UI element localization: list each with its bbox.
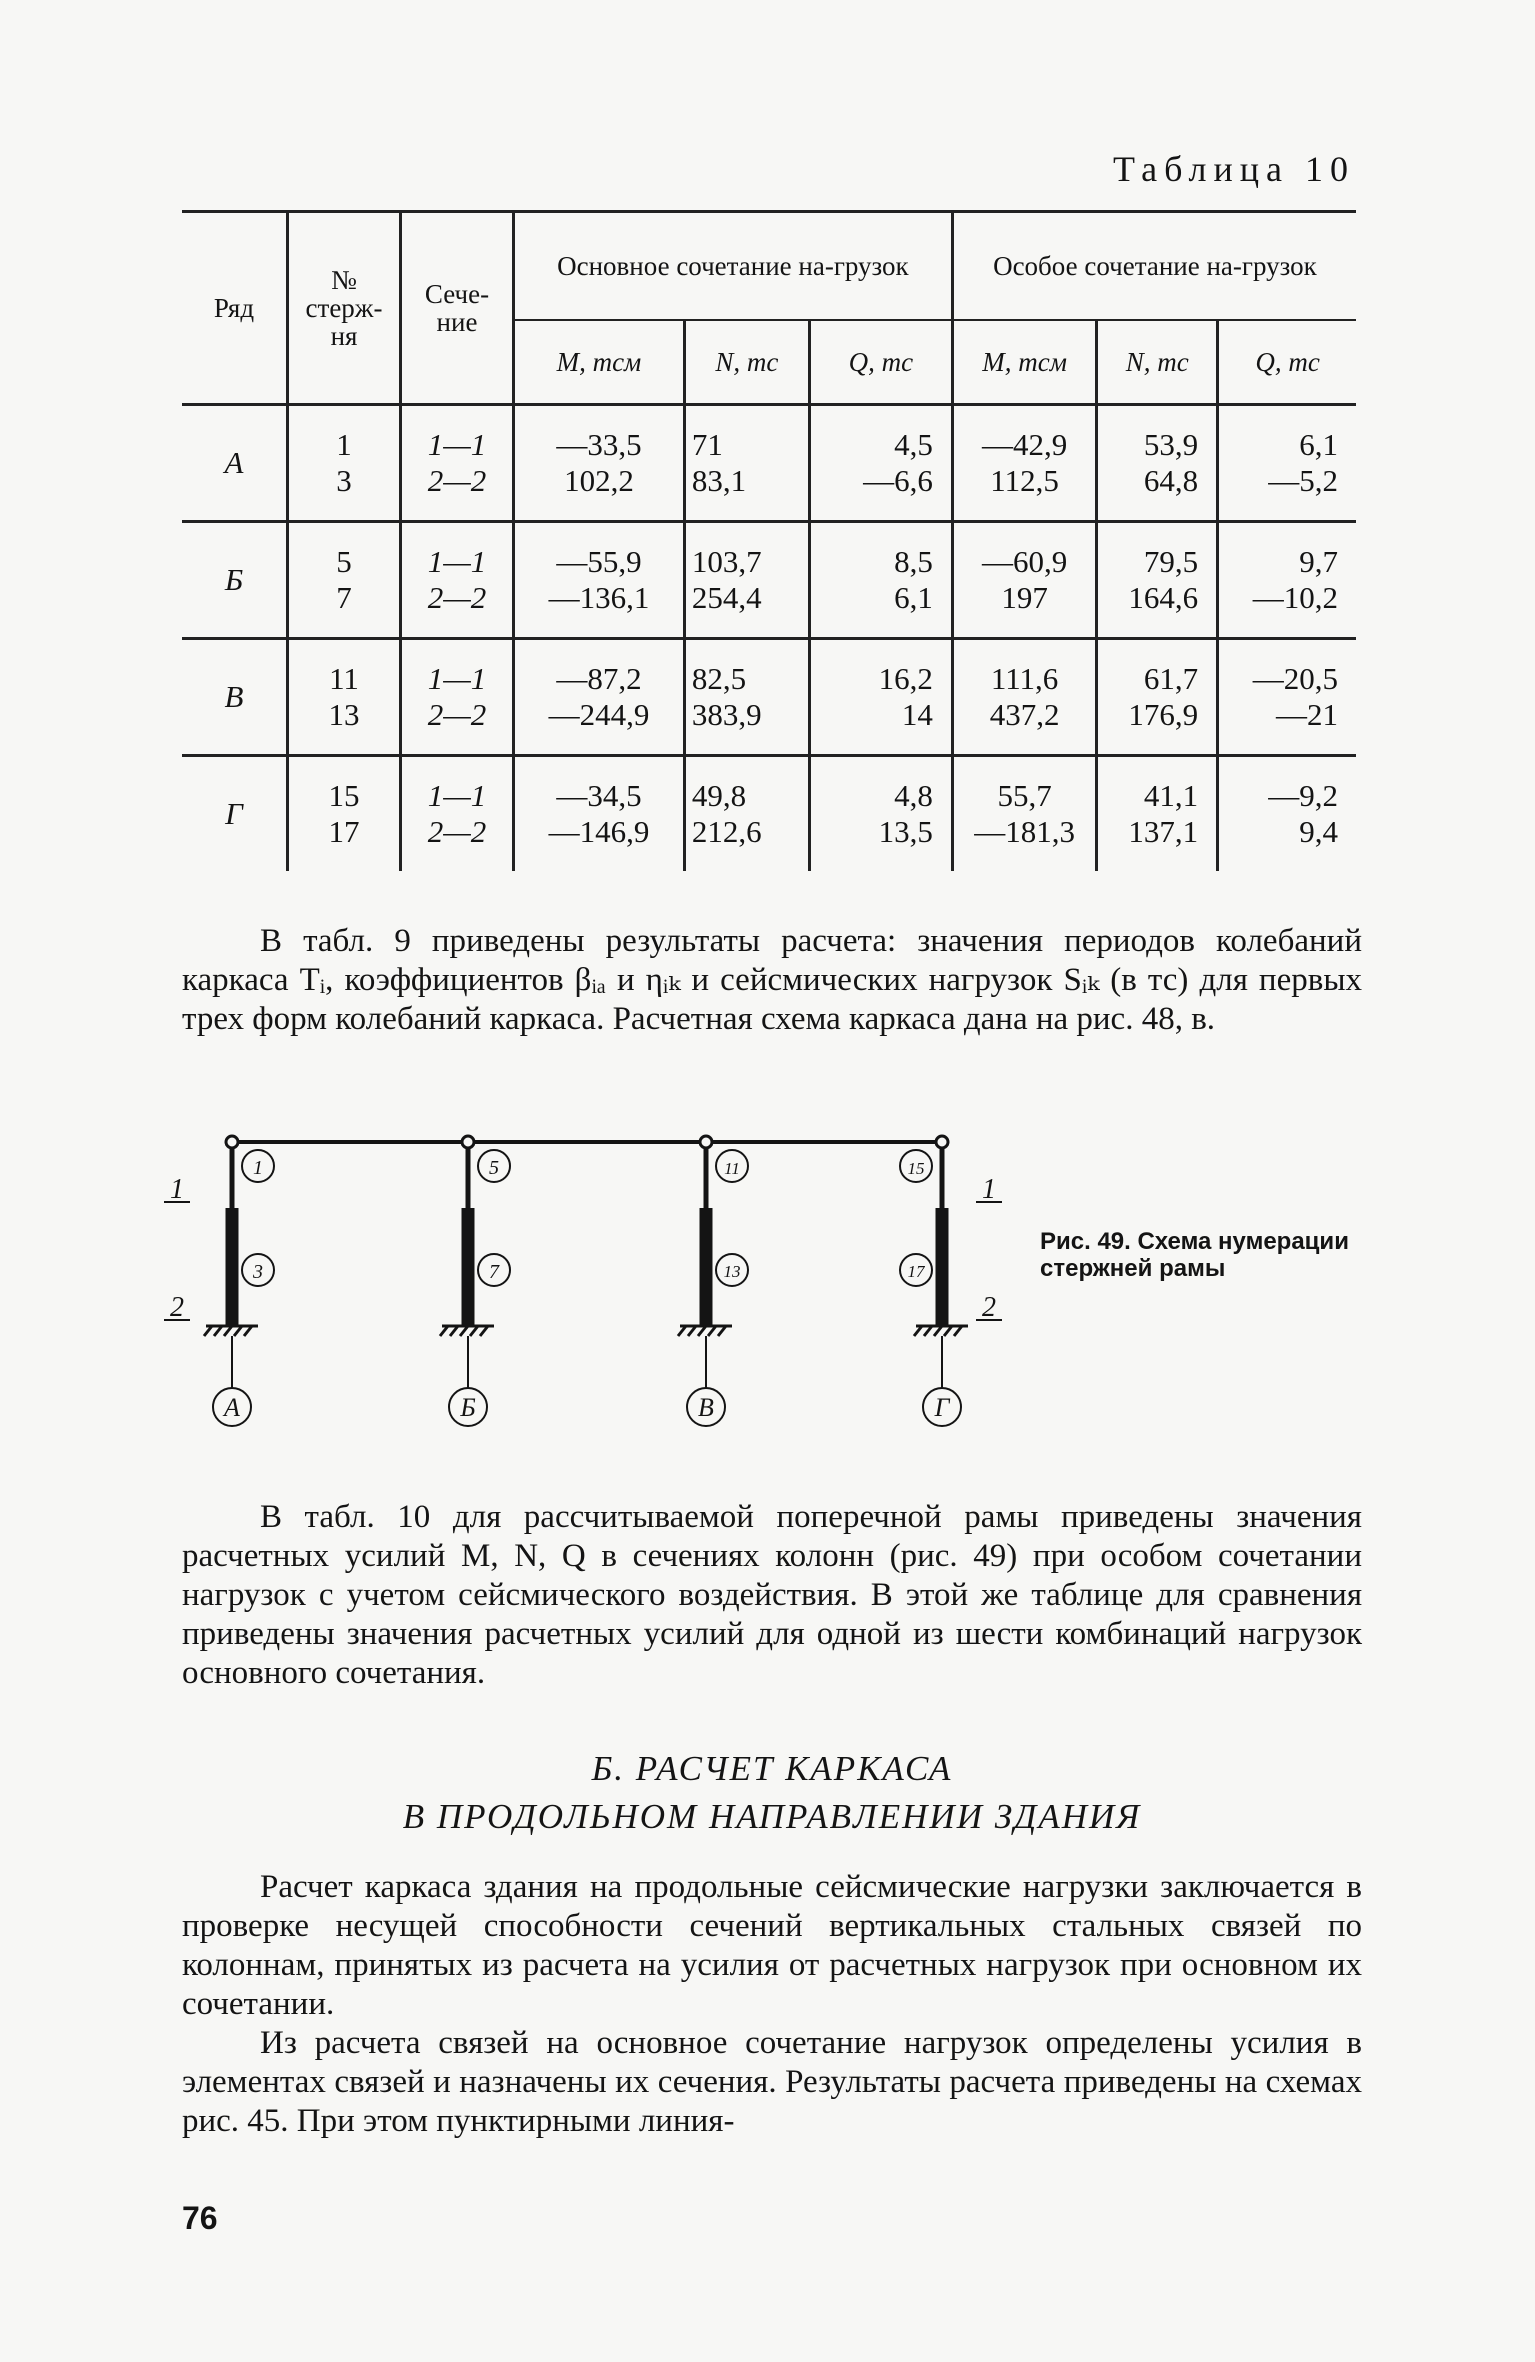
rod-label: 7 [489, 1261, 499, 1283]
row-label: Б [182, 522, 288, 639]
paragraph-forces: В табл. 10 для рассчитываемой поперечной рамы приведены значения расчетных усилий M, N, Q в сечениях колонн (рис. 49) при особом сочетании нагрузок с учетом сейсмического воздействия. В этой же таблице для сравнения приведены значения расчетных усилий для одной из шести комбинаций нагрузок основного сочетания. [182, 1499, 1362, 1691]
paragraph-results: В табл. 9 приведены результаты расчета: значения периодов колебаний каркаса Tᵢ, коэффициентов βᵢₐ и ηᵢₖ и сейсмических нагрузок Sᵢₖ (в тс) для первых трех форм колебаний каркаса. Расчетная схема каркаса дана на рис. 48, в. [182, 923, 1362, 1037]
header-basic-n: N, тс [684, 320, 809, 405]
header-row: Ряд [182, 212, 288, 405]
basic-q-cell: 4,8 13,5 [809, 756, 952, 872]
basic-m-cell: —55,9 —136,1 [514, 522, 685, 639]
section-label: 2 [170, 1292, 184, 1323]
header-special-n: N, тс [1097, 320, 1218, 405]
special-n-cell: 61,7 176,9 [1097, 639, 1218, 756]
fixed-support [204, 1326, 258, 1336]
axis-label: Г [934, 1393, 950, 1422]
basic-q-cell: 16,2 14 [809, 639, 952, 756]
page-number: 76 [182, 2200, 218, 2236]
special-m-cell: —42,9 112,5 [952, 405, 1097, 522]
section-cell: 1—1 2—2 [401, 522, 514, 639]
basic-q-cell: 4,5 —6,6 [809, 405, 952, 522]
section-label: 2 [982, 1292, 996, 1323]
special-n-cell: 79,5 164,6 [1097, 522, 1218, 639]
special-n-cell: 41,1 137,1 [1097, 756, 1218, 872]
special-q-cell: 9,7 —10,2 [1218, 522, 1356, 639]
section-label: 1 [982, 1174, 996, 1205]
rod-cell: 1 3 [288, 405, 401, 522]
figure-caption: Рис. 49. Схема нумерации стержней рамы [1040, 1228, 1349, 1282]
special-m-cell: 111,6 437,2 [952, 639, 1097, 756]
section-cell: 1—1 2—2 [401, 756, 514, 872]
table-row [182, 756, 1356, 872]
basic-m-cell: —33,5 102,2 [514, 405, 685, 522]
rod-label: 17 [907, 1262, 925, 1281]
special-q-cell: 6,1 —5,2 [1218, 405, 1356, 522]
row-label: А [182, 405, 288, 522]
axis-label: В [698, 1393, 714, 1422]
header-rod: № стерж-ня [288, 212, 401, 405]
hinge [700, 1136, 712, 1148]
rod-label: 11 [724, 1159, 740, 1178]
hinge [226, 1136, 238, 1148]
basic-n-cell: 103,7 254,4 [684, 522, 809, 639]
fixed-support [440, 1326, 494, 1336]
rod-label: 13 [723, 1262, 741, 1281]
row-label: В [182, 639, 288, 756]
special-q-cell: —9,2 9,4 [1218, 756, 1356, 872]
header-basic-q: Q, тс [809, 320, 952, 405]
paragraph-bracing: Из расчета связей на основное сочетание нагрузок определены усилия в элементах связей и назначены их сечения. Результаты расчета приведены на схемах рис. 45. При этом пунктирными линия- [182, 2025, 1362, 2139]
special-m-cell: —60,9 197 [952, 522, 1097, 639]
table-row [182, 639, 1356, 756]
section-title [182, 1745, 1362, 1841]
forces-table [182, 210, 1356, 871]
table-row [182, 522, 1356, 639]
basic-n-cell: 49,8 212,6 [684, 756, 809, 872]
section-title-line: Б. РАСЧЕТ КАРКАСА [591, 1749, 953, 1788]
section-label: 1 [170, 1174, 184, 1205]
table-row [182, 405, 1356, 522]
rod-label: 1 [253, 1157, 263, 1179]
special-m-cell: 55,7 —181,3 [952, 756, 1097, 872]
fixed-support [914, 1326, 968, 1336]
section-cell: 1—1 2—2 [401, 405, 514, 522]
axis-label: Б [460, 1393, 476, 1422]
basic-n-cell: 82,5 383,9 [684, 639, 809, 756]
rod-label: 15 [907, 1159, 925, 1178]
paragraph-longitudinal: Расчет каркаса здания на продольные сейсмические нагрузки заключается в проверке несущей способности сечений вертикальных стальных связей по колоннам, принятых из расчета на усилия от расчетных нагрузок при основном их сочетании. [182, 1869, 1362, 2022]
row-label: Г [225, 796, 243, 831]
section-title-line: В ПРОДОЛЬНОМ НАПРАВЛЕНИИ ЗДАНИЯ [402, 1797, 1142, 1836]
hinge [462, 1136, 474, 1148]
basic-n-cell: 71 83,1 [684, 405, 809, 522]
header-basic: Основное сочетание на-грузок [514, 212, 953, 321]
special-q-cell: —20,5 —21 [1218, 639, 1356, 756]
basic-q-cell: 8,5 6,1 [809, 522, 952, 639]
header-section: Сече-ние [401, 212, 514, 405]
header-special: Особое сочетание на-грузок [952, 212, 1356, 321]
header-basic-m: M, тсм [514, 320, 685, 405]
frame-diagram [150, 1120, 1030, 1440]
rod-cell: 5 7 [288, 522, 401, 639]
section-cell: 1—1 2—2 [401, 639, 514, 756]
rod-label: 5 [489, 1157, 499, 1179]
header-special-q: Q, тс [1218, 320, 1356, 405]
header-special-m: M, тсм [952, 320, 1097, 405]
table-caption: Таблица 10 [1113, 149, 1355, 189]
axis-label: А [224, 1393, 240, 1422]
rod-label: 3 [253, 1261, 263, 1283]
rod-cell: 15 17 [288, 756, 401, 872]
rod-cell: 11 13 [288, 639, 401, 756]
fixed-support [678, 1326, 732, 1336]
basic-m-cell: —34,5 —146,9 [514, 756, 685, 872]
hinge [936, 1136, 948, 1148]
basic-m-cell: —87,2 —244,9 [514, 639, 685, 756]
special-n-cell: 53,9 64,8 [1097, 405, 1218, 522]
